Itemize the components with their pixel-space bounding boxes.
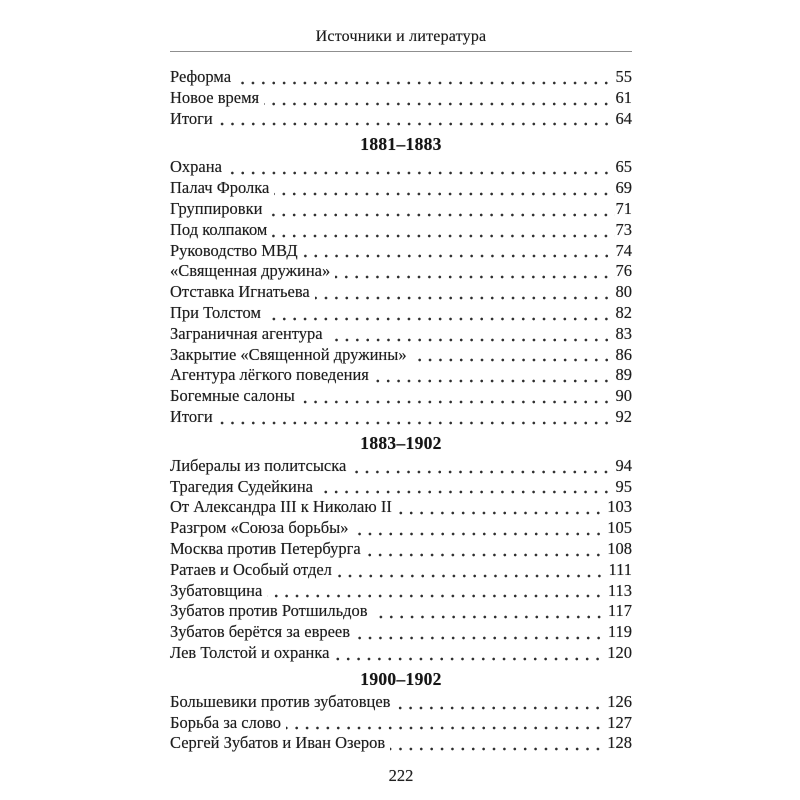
toc-entry [170, 241, 632, 262]
dot-leader [274, 178, 614, 199]
dot-leader [366, 539, 607, 560]
dot-leader [412, 345, 615, 366]
toc-entry-page: 92 [615, 406, 632, 426]
toc-entry-title: Руководство МВД [170, 240, 298, 260]
toc-entry-title: Охрана [170, 157, 222, 177]
toc-entry [170, 345, 632, 366]
toc-entry-page: 73 [615, 219, 632, 239]
toc-entry-title: Трагедия Судейкина [170, 476, 313, 496]
toc-entry [170, 497, 632, 518]
dot-leader [236, 67, 614, 88]
toc-entry-page: 86 [615, 344, 632, 364]
page-number: 222 [388, 766, 414, 785]
dot-leader [328, 324, 615, 345]
toc-entry [170, 692, 632, 713]
dot-leader [266, 303, 615, 324]
toc-entry-title: Группировки [170, 198, 263, 218]
toc-entry-title: Зубатов против Ротшильдов [170, 601, 368, 621]
toc-entry-title: При Толстом [170, 302, 261, 322]
toc-entry-page: 117 [607, 601, 632, 621]
dot-leader [300, 386, 615, 407]
toc-entry-page: 71 [615, 198, 632, 218]
toc-entry-title: Палач Фролка [170, 178, 270, 198]
toc-entry [170, 178, 632, 199]
toc-entry-page: 119 [607, 622, 632, 642]
toc-entry-title: Заграничная агентура [170, 323, 323, 343]
toc-entry-page: 64 [615, 108, 632, 128]
toc-entry-title: Богемные салоны [170, 386, 295, 406]
toc-entry [170, 303, 632, 324]
toc-entry [170, 477, 632, 498]
toc-entry-page: 83 [615, 323, 632, 343]
toc-entry-title: Разгром «Союза борьбы» [170, 518, 349, 538]
dot-leader [227, 157, 615, 178]
toc-entry-page: 76 [615, 261, 632, 281]
toc-entry [170, 324, 632, 345]
dot-leader [390, 733, 606, 754]
toc-entry [170, 220, 632, 241]
section-heading: 1900–1902 [360, 668, 442, 689]
toc-entry-page: 120 [607, 642, 632, 662]
toc-entry-title: Большевики против зубатовцев [170, 691, 391, 711]
toc-entry-page: 103 [607, 497, 632, 517]
toc-entry [170, 199, 632, 220]
toc-entry [170, 88, 632, 109]
toc-entry-title: Ратаев и Особый отдел [170, 559, 332, 579]
dot-leader [337, 560, 608, 581]
toc-entry-page: 90 [615, 386, 632, 406]
toc-entry [170, 456, 632, 477]
toc-entry-title: Лев Толстой и охранка [170, 642, 330, 662]
dot-leader [373, 601, 607, 622]
toc-entry-page: 65 [615, 157, 632, 177]
toc-entry-title: Под колпаком [170, 219, 268, 239]
dot-leader [267, 199, 614, 220]
toc-entry-page: 108 [607, 538, 632, 558]
dot-leader [397, 497, 606, 518]
dot-leader [351, 456, 614, 477]
toc-entry-title: Зубатовщина [170, 580, 263, 600]
toc-entry [170, 733, 632, 754]
toc-entry-page: 105 [607, 518, 632, 538]
dot-leader [315, 282, 615, 303]
toc-entry-page: 55 [615, 67, 632, 86]
toc-entry [170, 518, 632, 539]
dot-leader [272, 220, 614, 241]
toc-entry [170, 601, 632, 622]
toc-entry [170, 261, 632, 282]
toc-entry-page: 61 [615, 87, 632, 107]
toc-entry-page: 80 [615, 282, 632, 302]
toc-entry [170, 560, 632, 581]
header-rule [170, 51, 632, 52]
toc-entry [170, 713, 632, 734]
toc-entry-title: «Священная дружина» [170, 261, 331, 281]
toc-entry-title: Итоги [170, 108, 213, 128]
toc-entry-page: 74 [615, 240, 632, 260]
toc-entry-page: 69 [615, 178, 632, 198]
content-column [170, 0, 632, 754]
toc-entry-page: 127 [607, 712, 632, 732]
section-heading: 1881–1883 [360, 134, 442, 155]
dot-leader [318, 477, 615, 498]
toc-entry [170, 365, 632, 386]
toc-entry-page: 82 [615, 302, 632, 322]
toc-entry-title: Реформа [170, 67, 232, 86]
toc-entry-page: 89 [615, 365, 632, 385]
toc-entry-page: 95 [615, 476, 632, 496]
toc-entry-title: Зубатов берётся за евреев [170, 622, 351, 642]
dot-leader [355, 622, 607, 643]
dot-leader [335, 261, 614, 282]
toc-entry-title: Сергей Зубатов и Иван Озеров [170, 733, 386, 753]
dot-leader [218, 109, 615, 130]
toc-entry-title: Либералы из политсыска [170, 455, 347, 475]
dot-leader [395, 692, 606, 713]
toc-entry-page: 94 [615, 455, 632, 475]
toc-entry-title: Агентура лёгкого поведения [170, 365, 369, 385]
dot-leader [218, 407, 615, 428]
dot-leader [267, 581, 607, 602]
toc-entry-page: 113 [607, 580, 632, 600]
toc-entry-title: От Александра III к Николаю II [170, 497, 392, 517]
toc-entry [170, 67, 632, 88]
toc-entry [170, 581, 632, 602]
toc-entry-title: Москва против Петербурга [170, 538, 361, 558]
toc-entry [170, 539, 632, 560]
toc-entry-title: Итоги [170, 406, 213, 426]
section-heading: 1883–1902 [360, 432, 442, 453]
toc-entry-title: Закрытие «Священной дружины» [170, 344, 407, 364]
dot-leader [286, 713, 606, 734]
toc-entry [170, 157, 632, 178]
toc-entry-title: Отставка Игнатьева [170, 282, 310, 302]
toc-entry-page: 111 [608, 559, 632, 579]
toc-entry [170, 282, 632, 303]
dot-leader [354, 518, 607, 539]
dot-leader [264, 88, 614, 109]
dot-leader [334, 643, 606, 664]
toc-entry [170, 386, 632, 407]
running-head: Источники и литература [315, 28, 487, 45]
toc-entry [170, 622, 632, 643]
toc-entry [170, 109, 632, 130]
toc-entry [170, 407, 632, 428]
toc-entry-title: Борьба за слово [170, 712, 282, 732]
toc-entry-page: 128 [607, 733, 632, 753]
dot-leader [374, 365, 615, 386]
toc-entry-title: Новое время [170, 87, 260, 107]
toc-entry-page: 126 [607, 691, 632, 711]
toc-entry [170, 643, 632, 664]
toc-sections [170, 67, 632, 754]
dot-leader [303, 241, 615, 262]
